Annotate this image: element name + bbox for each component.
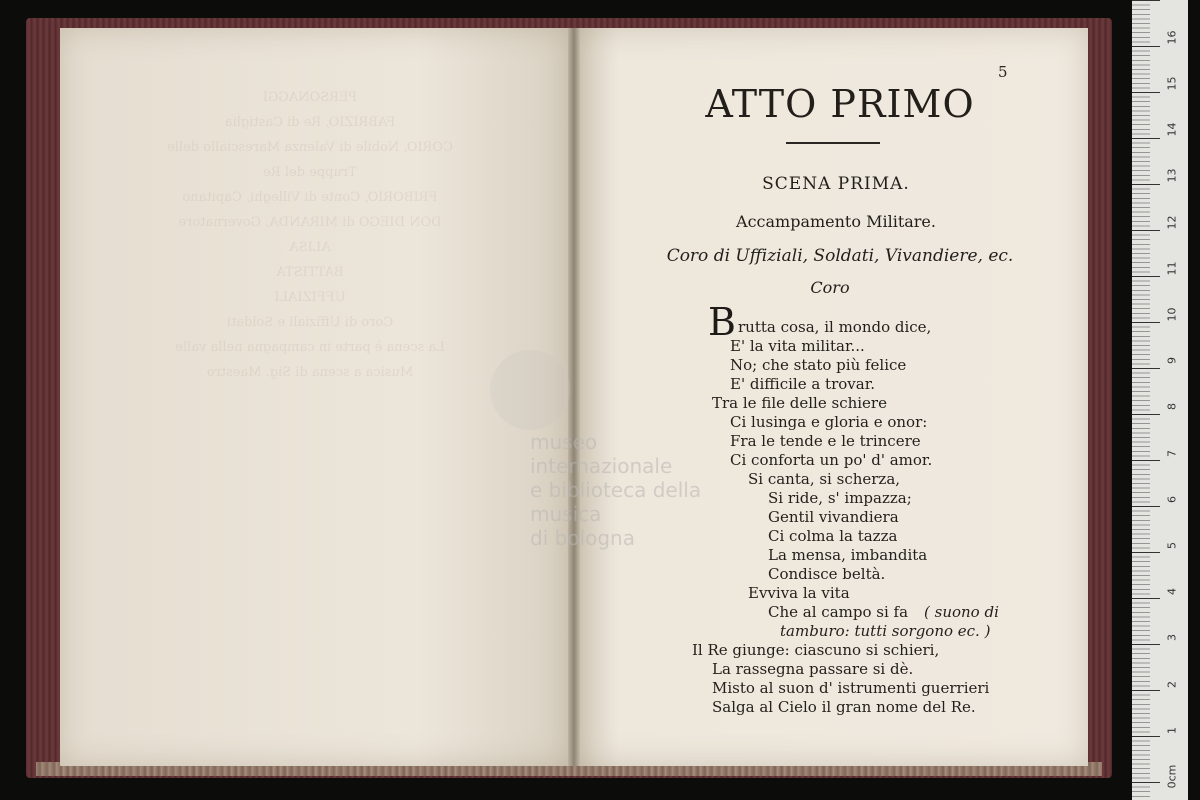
ruler-number: 13	[1165, 168, 1179, 183]
verse-line: Evviva la vita	[748, 584, 850, 602]
ruler-number: 11	[1165, 261, 1179, 276]
ruler-number: 1	[1165, 726, 1179, 734]
verse-line: No; che stato più felice	[730, 356, 907, 374]
ruler-number: 0cm	[1165, 764, 1179, 789]
title-rule	[786, 142, 880, 144]
verse-line: Ci conforta un po' d' amor.	[730, 451, 933, 469]
ruler-number: 15	[1165, 76, 1179, 91]
verse-line: Si ride, s' impazza;	[768, 489, 912, 507]
watermark-line: di bologna	[530, 526, 635, 550]
ruler-major-ticks	[1132, 0, 1160, 800]
verse-line: Ci lusinga e gloria e onor:	[730, 413, 928, 431]
stage-direction: ( suono di	[924, 603, 999, 621]
verse-line: Ci colma la tazza	[768, 527, 898, 545]
book-gutter	[568, 28, 580, 766]
drop-cap: B	[708, 300, 736, 344]
watermark-line: e biblioteca della musica	[530, 478, 702, 526]
ruler-number: 14	[1165, 122, 1179, 137]
verse-line: Che al campo si fa	[768, 603, 909, 621]
verse-line: Salga al Cielo il gran nome del Re.	[712, 698, 976, 716]
verse-line: E' la vita militar...	[730, 337, 865, 355]
ruler-number: 16	[1165, 30, 1179, 45]
verse-line: Fra le tende e le trincere	[730, 432, 921, 450]
scene-title: SCENA PRIMA.	[762, 174, 910, 194]
verse-line: La rassegna passare si dè.	[712, 660, 914, 678]
ruler-number: 4	[1165, 588, 1179, 596]
verse-line: Gentil vivandiera	[768, 508, 899, 526]
stage-direction: tamburo: tutti sorgono ec. )	[780, 622, 991, 640]
show-through-text: PERSONAGGI FABRIZIO, Re di Castiglia CORIO, Nobile di Valenza Maresciallo delle Truppe del Re FRIBORIO, Conte di Villeghi, Capitano DON DIEGO di MIRANDA, Governatore ALISA BATTISTA UFFIZIALI Coro di Uffiziali e Soldati La scena è parte in campagna nella valle Musica a scena di Sig. Maestro	[167, 90, 453, 380]
ruler-number: 9	[1165, 357, 1179, 365]
verse-line: E' difficile a trovar.	[730, 375, 875, 393]
act-title: ATTO PRIMO	[705, 82, 975, 126]
verse-line: Tra le file delle schiere	[712, 394, 887, 412]
scene-setting: Accampamento Militare.	[736, 212, 936, 231]
ruler-number: 12	[1165, 215, 1179, 230]
ruler-number: 8	[1165, 403, 1179, 411]
ruler-number: 2	[1165, 680, 1179, 688]
verse-line: La mensa, imbandita	[768, 546, 928, 564]
ruler-number: 10	[1165, 307, 1179, 322]
verse-line: Il Re giunge: ciascuno si schieri,	[692, 641, 940, 659]
page-number: 5	[998, 63, 1008, 81]
ruler-number: 7	[1165, 449, 1179, 457]
watermark	[530, 430, 720, 550]
ruler-number: 6	[1165, 495, 1179, 503]
verse-line: Misto al suon d' istrumenti guerrieri	[712, 679, 990, 697]
chorus-characters: Coro di Uffiziali, Soldati, Vivandiere, ec.	[666, 246, 1014, 266]
ruler-number: 5	[1165, 542, 1179, 549]
watermark-logo	[490, 350, 570, 430]
ruler-number: 3	[1165, 634, 1179, 642]
verse-line: Si canta, si scherza,	[748, 470, 901, 488]
verse-line: rutta cosa, il mondo dice,	[738, 318, 932, 336]
watermark-line: museo internazionale	[530, 430, 673, 478]
verse-line: Condisce beltà.	[768, 565, 886, 583]
speaker-label: Coro	[810, 278, 850, 297]
